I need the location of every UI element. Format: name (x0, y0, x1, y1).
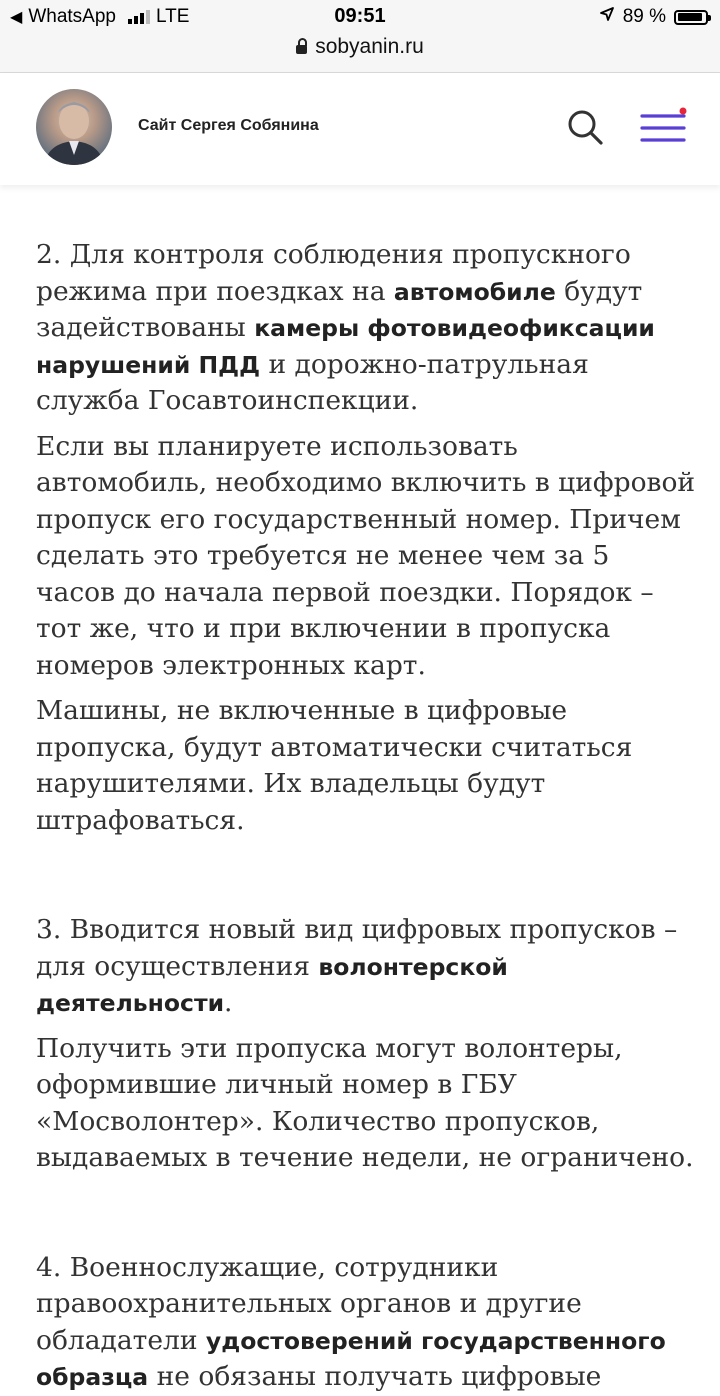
back-app-label: WhatsApp (28, 6, 116, 27)
status-right (599, 6, 708, 28)
back-arrow-icon: ◀ (10, 9, 23, 26)
hamburger-menu-icon (640, 107, 688, 147)
paragraph-car-control: 2. Для контроля соблюдения пропускного режима при поездках на автомобиле будут задействованы камеры фотовидеофиксации нарушений ПДД и дорожно-патрульная служба Госавтоинспекции. (36, 239, 655, 416)
search-button[interactable] (565, 107, 605, 147)
lock-icon (296, 45, 307, 54)
paragraph-violators: Машины, не включенные в цифровые пропуска, будут автоматически считаться нарушителями. Их владельцы будут штрафоваться. (36, 695, 633, 836)
site-header (0, 73, 720, 185)
battery-icon (674, 10, 708, 25)
network-type: LTE (155, 6, 190, 27)
address-bar[interactable] (0, 35, 720, 59)
search-icon (565, 107, 605, 147)
bold-term: камеры фотовидеофиксации нарушений ПДД (36, 314, 655, 379)
status-bar (0, 0, 720, 73)
avatar[interactable] (36, 89, 112, 165)
paragraph-car-number: Если вы планируете использовать автомобиль, необходимо включить в цифровой пропуск его государственный номер. Причем сделать это требуется не менее чем за 5 часов до начала первой поездки. Порядок – тот же, что и при включении в пропуска номеров электронных карт. (36, 430, 696, 681)
battery-percent: 89 % (622, 6, 666, 27)
location-arrow-icon (599, 6, 615, 28)
bold-term: волонтерской деятельности (36, 952, 508, 1017)
menu-button[interactable] (640, 107, 688, 147)
url-text: sobyanin.ru (315, 35, 424, 58)
bold-term: удостоверений государственного образца (36, 1326, 666, 1391)
article-body (36, 237, 696, 1396)
site-title[interactable]: Сайт Сергея Собянина (138, 117, 319, 134)
bold-term: автомобиле (393, 277, 556, 306)
clock: 09:51 (334, 5, 386, 27)
paragraph-volunteer-pass: 3. Вводится новый вид цифровых пропусков – для осуществления волонтерской деятельности. (36, 914, 678, 1018)
paragraph-military: 4. Военнослужащие, сотрудники правоохранительных органов и другие обладатели удостоверений государственного образца не обязаны получать цифровые (36, 1251, 666, 1392)
paragraph-mosvolonter: Получить эти пропуска могут волонтеры, оформившие личный номер в ГБУ «Мосволонтер». Количество пропусков, выдаваемых в течение недели, не ограничено. (36, 1032, 694, 1173)
